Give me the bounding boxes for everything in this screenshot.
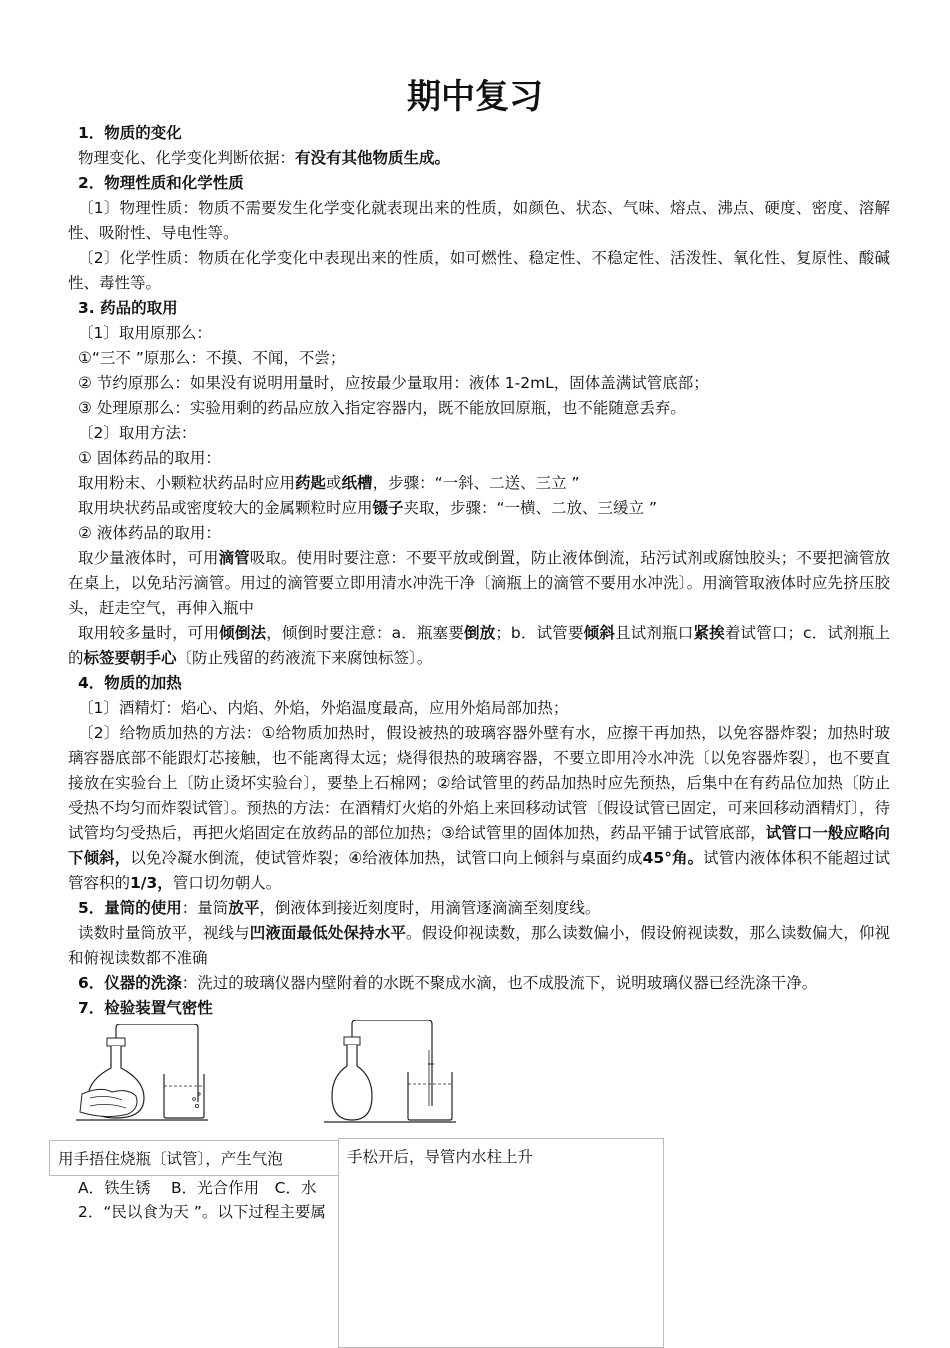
rule-economy: ② 节约原那么：如果没有说明用量时，应按最少量取用：液体 1-2mL，固体盖满试管底部； bbox=[78, 374, 709, 392]
airtightness-figure-hand bbox=[76, 1024, 208, 1124]
alcohol-lamp-line: 〔1〕酒精灯：焰心、内焰、外焰，外焰温度最高，应用外焰局部加热； bbox=[78, 699, 569, 717]
section-5-line: 5．量筒的使用：量筒放平，倒液体到接近刻度时，用滴管逐滴滴至刻度线。 bbox=[78, 899, 601, 917]
physical-property-paragraph: 〔1〕物理性质：物质不需要发生化学变化就表现出来的性质，如颜色、状态、气味、熔点、沸点、硬度、密度、溶解性、吸附性、导电性等。 bbox=[68, 199, 890, 242]
rule-heading: 〔1〕取用原那么： bbox=[78, 324, 212, 342]
section-1-text: 物理变化、化学变化判断依据：有没有其他物质生成。 bbox=[78, 149, 451, 167]
question-1-options: A．铁生锈 B．光合作用 C．水 bbox=[78, 1179, 317, 1197]
section-7-heading: 7．检验装置气密性 bbox=[78, 999, 213, 1017]
solid-powder-line: 取用粉末、小颗粒状药品时应用药匙或纸槽，步骤：“一斜、二送、三立 ” bbox=[78, 474, 580, 492]
pouring-paragraph: 取用较多量时，可用倾倒法，倾倒时要注意：a．瓶塞要倒放；b．试管要倾斜且试剂瓶口紧挨着试管口；c．试剂瓶上的标签要朝手心〔防止残留的药液流下来腐蚀标签〕。 bbox=[68, 624, 890, 667]
solid-heading: ① 固体药品的取用： bbox=[78, 449, 221, 467]
section-4-heading: 4．物质的加热 bbox=[78, 674, 182, 692]
caption-water-column: 手松开后，导管内水柱上升 bbox=[338, 1138, 664, 1348]
liquid-heading: ② 液体药品的取用： bbox=[78, 524, 221, 542]
section-3-heading: 3. 药品的取用 bbox=[78, 299, 178, 317]
rule-disposal: ③ 处理原那么：实验用剩的药品应放入指定容器内，既不能放回原瓶，也不能随意丢弃。 bbox=[78, 399, 686, 417]
section-1-heading: 1．物质的变化 bbox=[78, 124, 182, 142]
section-2-heading: 2．物理性质和化学性质 bbox=[78, 174, 244, 192]
dropper-paragraph: 取少量液体时，可用滴管吸取。使用时要注意：不要平放或倒置，防止液体倒流，玷污试剂或腐蚀胶头；不要把滴管放在桌上，以免玷污滴管。用过的滴管要立即用清水冲洗干净〔滴瓶上的滴管不要用水冲洗〕。用滴管取液体时应先挤压胶头，赶走空气，再伸入瓶中 bbox=[68, 549, 890, 617]
method-heading: 〔2〕取用方法： bbox=[78, 424, 197, 442]
rule-three-no: ①“三不 ”原那么：不摸、不闻，不尝； bbox=[78, 349, 346, 367]
section-6-line: 6．仪器的洗涤：洗过的玻璃仪器内壁附着的水既不聚成水滴，也不成股流下，说明玻璃仪器已经洗涤干净。 bbox=[78, 974, 818, 992]
airtightness-figure-release bbox=[324, 1020, 456, 1126]
cylinder-reading-paragraph: 读数时量筒放平，视线与凹液面最低处保持水平。假设仰视读数，那么读数偏小，假设俯视读数，那么读数偏大，仰视和俯视读数都不准确 bbox=[68, 924, 890, 967]
solid-block-line: 取用块状药品或密度较大的金属颗粒时应用镊子夹取，步骤：“一横、二放、三缓立 ” bbox=[78, 499, 658, 517]
caption-hand-warming: 用手捂住烧瓶〔试管〕，产生气泡 bbox=[49, 1140, 339, 1176]
chemical-property-paragraph: 〔2〕化学性质：物质在化学变化中表现出来的性质，如可燃性、稳定性、不稳定性、活泼性、氧化性、复原性、酸碱性、毒性等。 bbox=[68, 249, 890, 292]
page-title: 期中复习 bbox=[407, 77, 543, 117]
heating-paragraph: 〔2〕给物质加热的方法：①给物质加热时，假设被热的玻璃容器外壁有水，应擦干再加热，以免容器炸裂；加热时玻璃容器底部不能跟灯芯接触，也不能离得太远；烧得很热的玻璃容器，不要立即用冷水冲洗〔以免容器炸裂〕，也不要直接放在实验台上〔防止烫坏实验台〕，要垫上石棉网；②给试管里的药品加热时应先预热，后集中在有药品位加热〔防止受热不均匀而炸裂试管〕。预热的方法：在酒精灯火焰的外焰上来回移动试管〔假设试管已固定，可来回移动酒精灯〕，待试管均匀受热后，再把火焰固定在放药品的部位加热；③给试管里的固体加热，药品平铺于试管底部，试管口一般应略向下倾斜，以免冷凝水倒流，使试管炸裂；④给液体加热，试管口向上倾斜与桌面约成45°角。试管内液体体积不能超过试管容积的1/3，管口切勿朝人。 bbox=[68, 724, 890, 892]
question-2-stem: 2．“民以食为天 ”。以下过程主要属 bbox=[78, 1203, 326, 1221]
